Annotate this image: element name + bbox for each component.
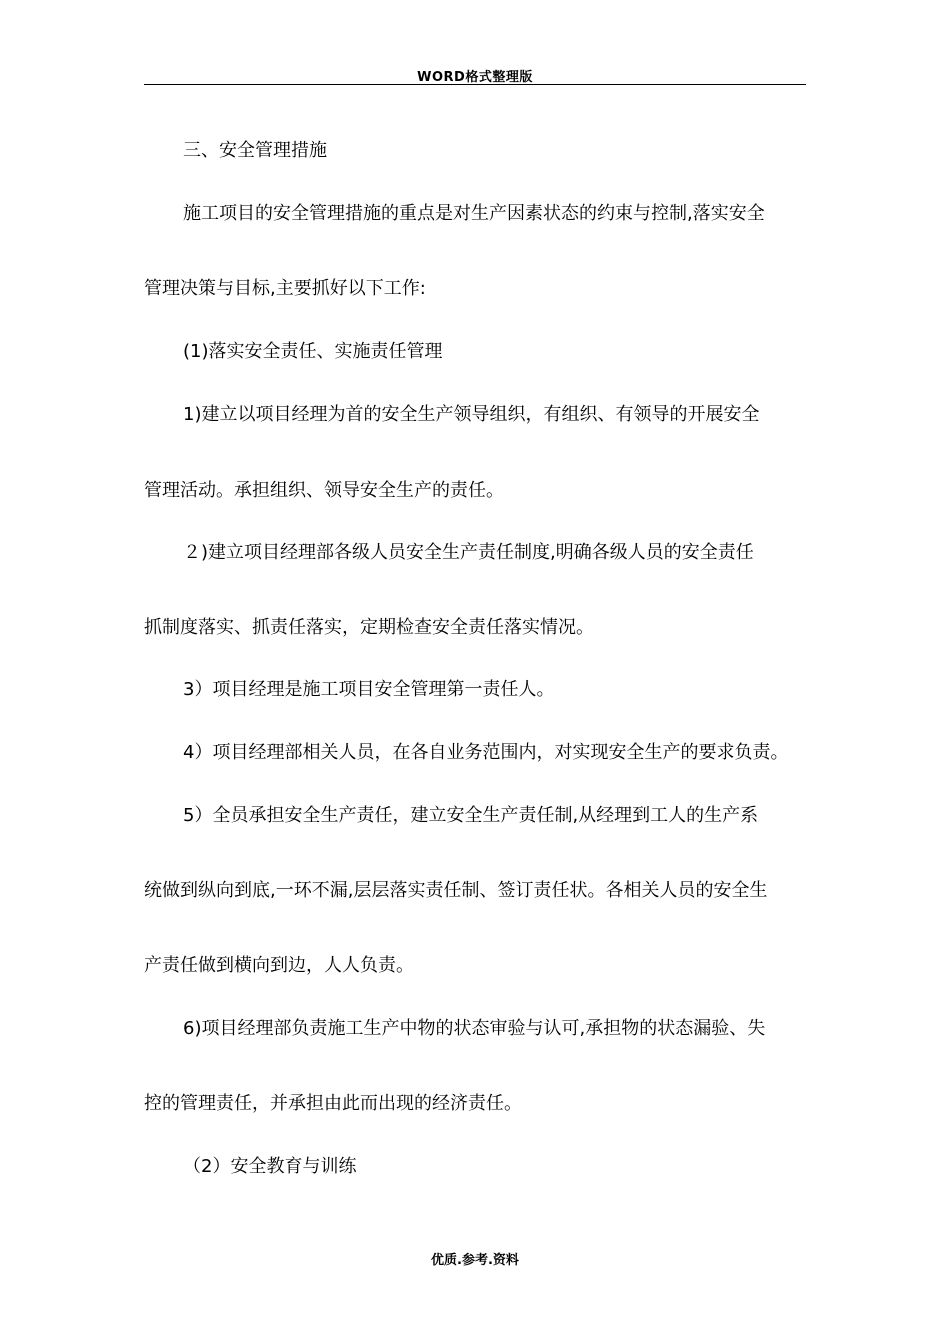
- page-header-title: WORD格式整理版: [417, 70, 533, 85]
- paragraph-line: 施工项目的安全管理措施的重点是对生产因素状态的约束与控制,落实安全: [183, 203, 765, 224]
- paragraph-line: ２)建立项目经理部各级人员安全生产责任制度,明确各级人员的安全责任: [183, 542, 754, 563]
- section-heading: 三、安全管理措施: [183, 140, 327, 161]
- paragraph-line: 产责任做到横向到边，人人负责。: [144, 955, 414, 976]
- paragraph-line: 5）全员承担安全生产责任，建立安全生产责任制,从经理到工人的生产系: [183, 805, 759, 826]
- header-divider: [144, 84, 806, 85]
- paragraph-line: 统做到纵向到底,一环不漏,层层落实责任制、签订责任状。各相关人员的安全生: [144, 880, 768, 901]
- paragraph-line: 4）项目经理部相关人员，在各自业务范围内，对实现安全生产的要求负责。: [183, 742, 789, 763]
- paragraph-line: 管理决策与目标,主要抓好以下工作:: [144, 278, 426, 299]
- paragraph-line: 1)建立以项目经理为首的安全生产领导组织，有组织、有领导的开展安全: [183, 404, 760, 425]
- subsection-heading: (1)落实安全责任、实施责任管理: [183, 341, 443, 362]
- subsection-heading: （2）安全教育与训练: [183, 1156, 357, 1177]
- paragraph-line: 3）项目经理是施工项目安全管理第一责任人。: [183, 679, 555, 700]
- paragraph-line: 抓制度落实、抓责任落实，定期检查安全责任落实情况。: [144, 617, 594, 638]
- paragraph-line: 管理活动。承担组织、领导安全生产的责任。: [144, 480, 504, 501]
- page-footer-text: 优质.参考.资料: [431, 1253, 519, 1268]
- paragraph-line: 6)项目经理部负责施工生产中物的状态审验与认可,承担物的状态漏验、失: [183, 1018, 766, 1039]
- paragraph-line: 控的管理责任，并承担由此而出现的经济责任。: [144, 1093, 522, 1114]
